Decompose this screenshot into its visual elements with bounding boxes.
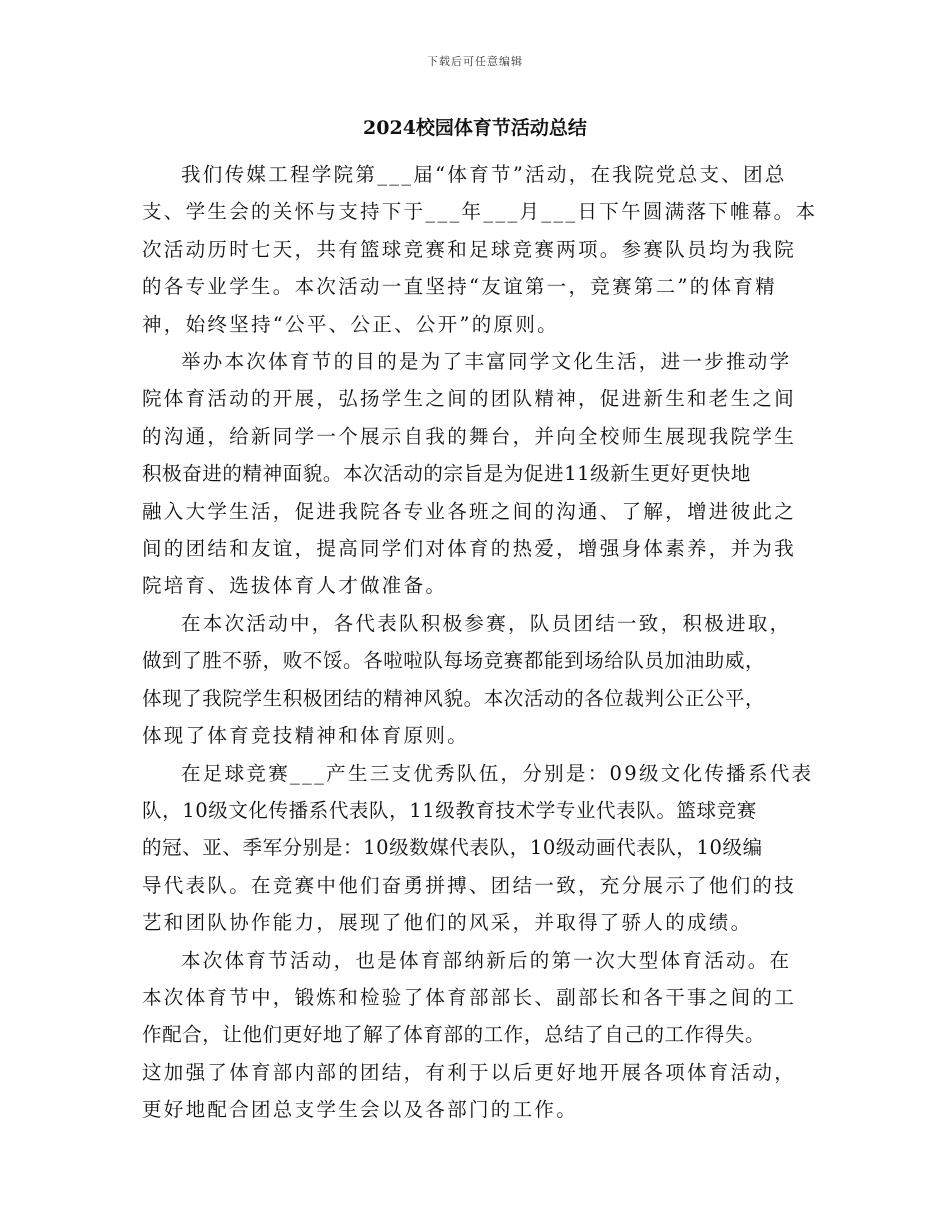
page-header-note: 下载后可任意编辑 [427,55,523,68]
paragraph-line: 间的团结和友谊，提高同学们对体育的热爱，增强身体素养，并为我 [142,537,797,561]
paragraph-line: 神，始终坚持“公平、公正、公开”的原则。 [142,312,559,336]
paragraph-line: 艺和团队协作能力，展现了他们的风采，并取得了骄人的成绩。 [142,911,753,935]
paragraph-line: 举办本次体育节的目的是为了丰富同学文化生活，进一步推动学 [181,350,792,374]
paragraph-4 [142,755,822,942]
paragraph-line: 队，10级文化传播系代表队，11级教育技术学专业代表队。篮球竞赛 [142,798,757,822]
paragraph-line: 融入大学生活，促进我院各专业各班之间的沟通、了解，增进彼此之 [142,499,797,523]
paragraph-5 [142,942,822,1129]
paragraph-line: 在足球竞赛___产生三支优秀队伍，分别是：09级文化传播系代表 [181,761,814,785]
paragraph-1 [142,156,822,343]
paragraph-line: 次活动历时七天，共有篮球竞赛和足球竞赛两项。参赛队员均为我院 [142,237,797,261]
paragraph-line: 支、学生会的关怀与支持下于___年___月___日下午圆满落下帷幕。本 [142,200,818,224]
paragraph-line: 的沟通，给新同学一个展示自我的舞台，并向全校师生展现我院学生 [142,424,797,448]
paragraph-line: 体现了我院学生积极团结的精神风貌。本次活动的各位裁判公正公平， [142,686,766,710]
paragraph-line: 做到了胜不骄，败不馁。各啦啦队每场竞赛都能到场给队员加油助威， [142,649,766,673]
paragraph-line: 在本次活动中，各代表队积极参赛，队员团结一致，积极进取， [181,611,792,635]
paragraph-line: 更好地配合团总支学生会以及各部门的工作。 [142,1098,579,1122]
paragraph-2 [142,343,822,605]
paragraph-line: 的冠、亚、季军分别是：10级数媒代表队，10级动画代表队，10级编 [142,836,763,860]
paragraph-line: 导代表队。在竞赛中他们奋勇拼搏、团结一致，充分展示了他们的技 [142,873,797,897]
paragraph-line: 院培育、选拔体育人才做准备。 [142,574,448,598]
paragraph-3 [142,605,822,755]
paragraph-line: 这加强了体育部内部的团结，有利于以后更好地开展各项体育活动， [142,1060,797,1084]
paragraph-line: 的各专业学生。本次活动一直坚持“友谊第一，竞赛第二”的体育精 [142,275,777,299]
paragraph-line: 我们传媒工程学院第___届“体育节”活动，在我院党总支、团总 [181,163,787,186]
paragraph-line: 本次体育节中，锻炼和检验了体育部部长、副部长和各干事之间的工 [142,985,797,1009]
paragraph-line: 院体育活动的开展，弘扬学生之间的团队精神，促进新生和老生之间 [142,387,797,411]
document-title: 2024校园体育节活动总结 [363,117,587,139]
paragraph-line: 作配合，让他们更好地了解了体育部的工作，总结了自己的工作得失。 [142,1023,766,1047]
document-body [142,156,822,1129]
paragraph-line: 体现了体育竞技精神和体育原则。 [142,724,470,748]
paragraph-line: 积极奋进的精神面貌。本次活动的宗旨是为促进11级新生更好更快地 [142,462,751,486]
paragraph-line: 本次体育节活动，也是体育部纳新后的第一次大型体育活动。在 [181,948,792,972]
